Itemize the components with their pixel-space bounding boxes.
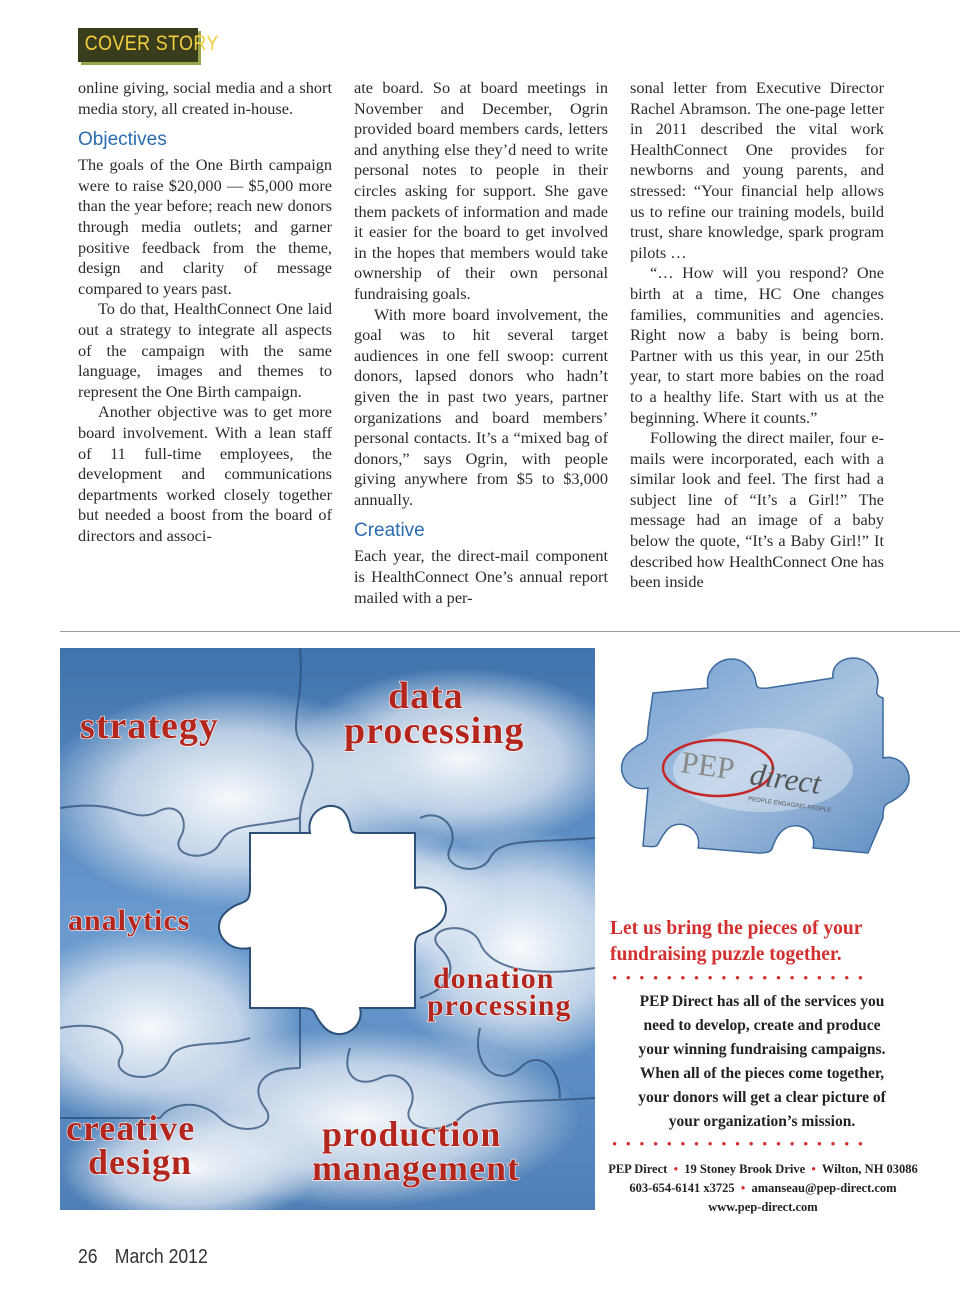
logo-pep-text: PEP	[678, 744, 737, 787]
contact-website-link[interactable]: www.pep-direct.com	[708, 1200, 818, 1214]
puzzle-word-donation: donation	[433, 962, 555, 995]
missing-piece	[219, 806, 446, 1034]
logo-direct-text: direct	[747, 756, 824, 801]
puzzle-word-creative: creative	[66, 1108, 196, 1148]
page-footer	[78, 1246, 208, 1269]
paragraph: Each year, the direct-mail component is HealthConnect One’s annual report mailed with a per-	[354, 546, 608, 607]
ad-headline	[610, 916, 920, 968]
ad-body-line: PEP Direct has all of the services you	[639, 993, 885, 1010]
ad-body-line: your organization’s mission.	[668, 1113, 856, 1130]
ad-headline-line: fundraising puzzle together.	[610, 944, 842, 965]
paragraph: “… How will you respond? One birth at a time, HC One changes families, communities and agencies. Right now a baby is being born. Partner with us this year, in our 25th year, to start more babies on the road to a healthy life. Start with us at the beginning. Where it counts.”	[630, 263, 884, 427]
contact-city: Wilton, NH 03086	[821, 1162, 918, 1176]
puzzle-word-data: data	[388, 675, 464, 717]
logo-tagline: PEOPLE ENGAGING PEOPLE	[747, 796, 832, 815]
ad-body-text	[604, 990, 920, 1134]
paragraph: To do that, HealthConnect One laid out a strategy to integrate all aspects of the campaign with the same language, images and themes to represent the One Birth campaign.	[78, 299, 332, 401]
bullet-dot: •	[808, 1162, 819, 1176]
paragraph: The goals of the One Birth campaign were to raise $20,000 — $5,000 more than the year before; reach new donors through media outlets; and garner positive feedback from the theme, design and clarity of message compared to years past.	[78, 155, 332, 298]
subheading-objectives: Objectives	[78, 129, 167, 151]
article-column-3	[630, 78, 884, 593]
ad-copy	[598, 648, 928, 1218]
paragraph: With more board involvement, the goal was to hit several target audiences in one fell swoop: current donors, lapsed donors who hadn’t given the in past two years, partner organizations and board members’ personal contacts. It’s a “mixed bag of donors,” says Ogrin, with people giving anywhere from $5 to $3,000 annually.	[354, 304, 608, 509]
ad-puzzle-image	[60, 648, 595, 1210]
ad-body-line: When all of the pieces come together,	[639, 1065, 885, 1082]
ad-body-line: your winning fundraising campaigns.	[638, 1041, 886, 1058]
puzzle-word-donation-processing: processing	[427, 989, 572, 1022]
paragraph: sonal letter from Executive Director Rachel Abramson. The one-page letter in 2011 described the vital work HealthConnect One provides for newborns and young parents, and stressed: “Your financial help allows us to refine our training models, build trust, share knowledge, spark program pilots …	[630, 78, 884, 262]
divider	[60, 631, 960, 632]
ad-logo-piece	[598, 648, 928, 863]
puzzle-word-processing: processing	[344, 710, 525, 752]
contact-address: 19 Stoney Brook Drive	[684, 1162, 806, 1176]
article-column-1	[78, 78, 332, 546]
contact-phone: 603-654-6141 x3725	[629, 1181, 735, 1195]
ad-headline-line: Let us bring the pieces of your	[610, 918, 863, 939]
ad-body-line: your donors will get a clear picture of	[638, 1089, 886, 1106]
bullet-dot: •	[670, 1162, 682, 1176]
dotted-divider: •••••••••••••••••••	[612, 971, 872, 987]
bullet-dot: •	[737, 1181, 749, 1195]
contact-email-link[interactable]: amanseau@pep-direct.com	[751, 1181, 897, 1195]
puzzle-word-strategy: strategy	[80, 705, 219, 747]
section-tag-label: COVER STORY	[84, 32, 219, 55]
section-tag	[78, 28, 219, 62]
article-column-2	[354, 78, 608, 608]
ad-contact	[598, 1160, 928, 1217]
paragraph: online giving, social media and a short media story, all created in-house.	[78, 78, 332, 118]
issue-date: March 2012	[114, 1246, 208, 1268]
contact-name: PEP Direct	[608, 1162, 668, 1176]
paragraph: ate board. So at board meetings in November and December, Ogrin provided board members cards, letters and anything else they’d need to write personal notes to people in their circles asking for support. She gave them packets of information and made it easier for the board to get involved in the hopes that members would take ownership of their own personal fundraising goals.	[354, 78, 608, 303]
ad-body-line: need to develop, create and produce	[643, 1017, 881, 1034]
page-number: 26	[78, 1246, 98, 1268]
paragraph: Following the direct mailer, four e-mails were incorporated, each with a similar look and feel. The first had a subject line of “It’s a Girl!” The message had an image of a baby below the quote, “It’s a Baby Girl!” It described how HealthConnect One has been inside	[630, 428, 884, 592]
puzzle-word-design: design	[88, 1142, 193, 1182]
puzzle-word-production: production	[322, 1114, 502, 1154]
puzzle-word-analytics: analytics	[68, 904, 191, 937]
paragraph: Another objective was to get more board involvement. With a lean staff of 11 full-time employees, the development and communications departments worked closely together but needed a boost from the board of directors and associ-	[78, 402, 332, 545]
subheading-creative: Creative	[354, 520, 425, 542]
puzzle-word-management: management	[312, 1148, 520, 1188]
dotted-divider: •••••••••••••••••••	[612, 1137, 872, 1153]
